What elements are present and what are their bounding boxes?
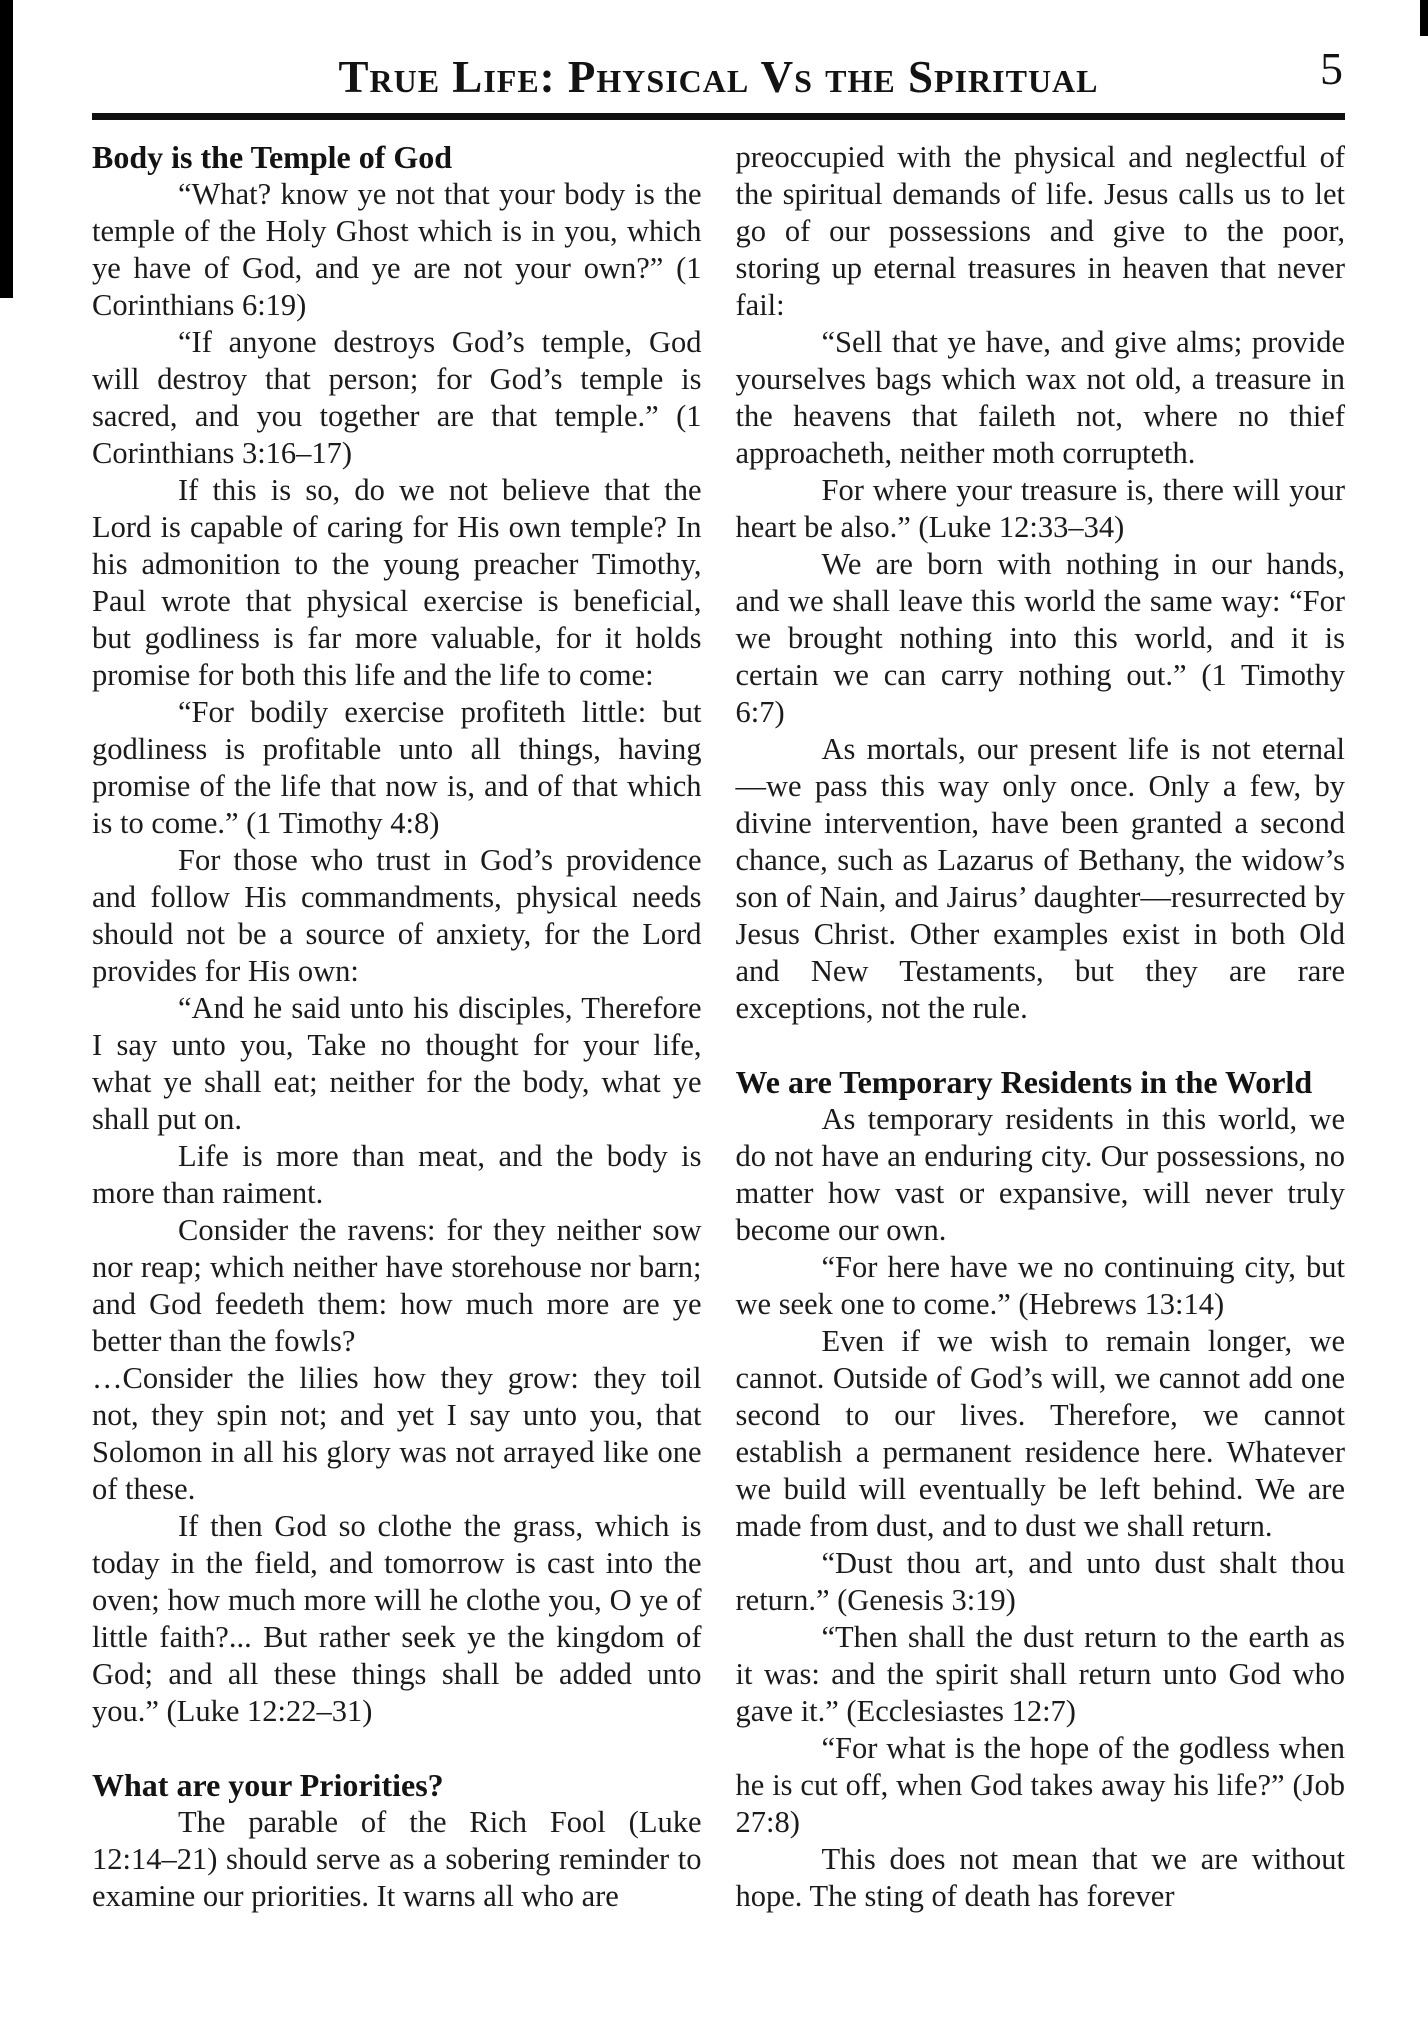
page-number: 5 [1320,43,1343,94]
right-column [736,139,1346,1915]
header-rule [92,113,1345,120]
body-paragraph: “For bodily exercise profiteth little: but godliness is profitable unto all things, having promise of the life that now is, and of that which is to come.” (1 Timothy 4:8) [92,695,702,840]
body-paragraph: “And he said unto his disciples, Therefore I say unto you, Take no thought for your life, what ye shall eat; neither for the body, what ye shall put on. [92,991,702,1136]
two-column-text [92,139,1345,1915]
body-paragraph: preoccupied with the physical and neglectful of the spiritual demands of life. Jesus calls us to let go of our possessions and give to the poor, storing up eternal treasures in heaven that never fail: [735,140,1345,322]
body-paragraph: “For what is the hope of the godless when he is cut off, when God takes away his life?” (Job 27:8) [735,1731,1345,1839]
body-paragraph: “If anyone destroys God’s temple, God will destroy that person; for God’s temple is sacred, and you together are that temple.” (1 Corinthians 3:16–17) [92,325,702,470]
body-paragraph: “Dust thou art, and unto dust shalt thou return.” (Genesis 3:19) [735,1546,1345,1617]
scan-artifact-corner-mark [1420,0,1428,36]
body-paragraph: If this is so, do we not believe that the Lord is capable of caring for His own temple? In his admonition to the young preacher Timothy, Paul wrote that physical exercise is beneficial, but godliness is far more valuable, for it holds promise for both this life and the life to come: [92,473,702,692]
body-paragraph: Even if we wish to remain longer, we cannot. Outside of God’s will, we cannot add one second to our lives. Therefore, we cannot establish a permanent residence here. Whatever we build will eventually be left behind. We are made from dust, and to dust we shall return. [735,1324,1345,1543]
section-heading: We are Temporary Residents in the World [735,1064,1313,1100]
section-heading: What are your Priorities? [92,1767,444,1803]
body-paragraph: “Then shall the dust return to the earth as it was: and the spirit shall return unto God who gave it.” (Ecclesiastes 12:7) [735,1620,1345,1728]
body-paragraph: …Consider the lilies how they grow: they toil not, they spin not; and yet I say unto you, that Solomon in all his glory was not arrayed like one of these. [92,1361,702,1506]
body-paragraph: Consider the ravens: for they neither sow nor reap; which neither have storehouse nor barn; and God feedeth them: how much more are ye better than the fowls? [92,1213,702,1358]
body-paragraph: This does not mean that we are without hope. The sting of death has forever [735,1842,1345,1913]
body-paragraph: The parable of the Rich Fool (Luke 12:14–21) should serve as a sobering reminder to examine our priorities. It warns all who are [92,1805,702,1913]
scan-artifact-left-bar [0,0,13,298]
body-paragraph: If then God so clothe the grass, which is today in the field, and tomorrow is cast into the oven; how much more will he clothe you, O ye of little faith?... But rather seek ye the kingdom of God; and all these things shall be added unto you.” (Luke 12:22–31) [92,1509,702,1728]
body-paragraph: “For here have we no continuing city, but we seek one to come.” (Hebrews 13:14) [735,1250,1345,1321]
body-paragraph: We are born with nothing in our hands, and we shall leave this world the same way: “For we brought nothing into this world, and it is certain we can carry nothing out.” (1 Timothy 6:7) [735,547,1345,729]
body-paragraph: For those who trust in God’s providence and follow His commandments, physical needs should not be a source of anxiety, for the Lord provides for His own: [92,843,702,988]
body-paragraph: As temporary residents in this world, we do not have an enduring city. Our possessions, no matter how vast or expansive, will never truly become our own. [735,1102,1345,1247]
page-title: True Life: Physical Vs the Spiritual [338,52,1099,102]
body-paragraph: “What? know ye not that your body is the temple of the Holy Ghost which is in you, which ye have of God, and ye are not your own?” (1 Corinthians 6:19) [92,177,702,322]
body-paragraph: For where your treasure is, there will your heart be also.” (Luke 12:33–34) [735,473,1345,544]
body-paragraph: Life is more than meat, and the body is more than raiment. [92,1139,702,1210]
section-heading: Body is the Temple of God [92,139,453,175]
header-row [92,43,1345,104]
left-column [92,139,702,1915]
running-header [0,43,1428,120]
body-paragraph: As mortals, our present life is not eternal—we pass this way only once. Only a few, by divine intervention, have been granted a second chance, such as Lazarus of Bethany, the widow’s son of Nain, and Jairus’ daughter—resurrected by Jesus Christ. Other examples exist in both Old and New Testaments, but they are rare exceptions, not the rule. [735,732,1345,1025]
body-paragraph: “Sell that ye have, and give alms; provide yourselves bags which wax not old, a treasure in the heavens that faileth not, where no thief approacheth, neither moth corrupteth. [735,325,1345,470]
